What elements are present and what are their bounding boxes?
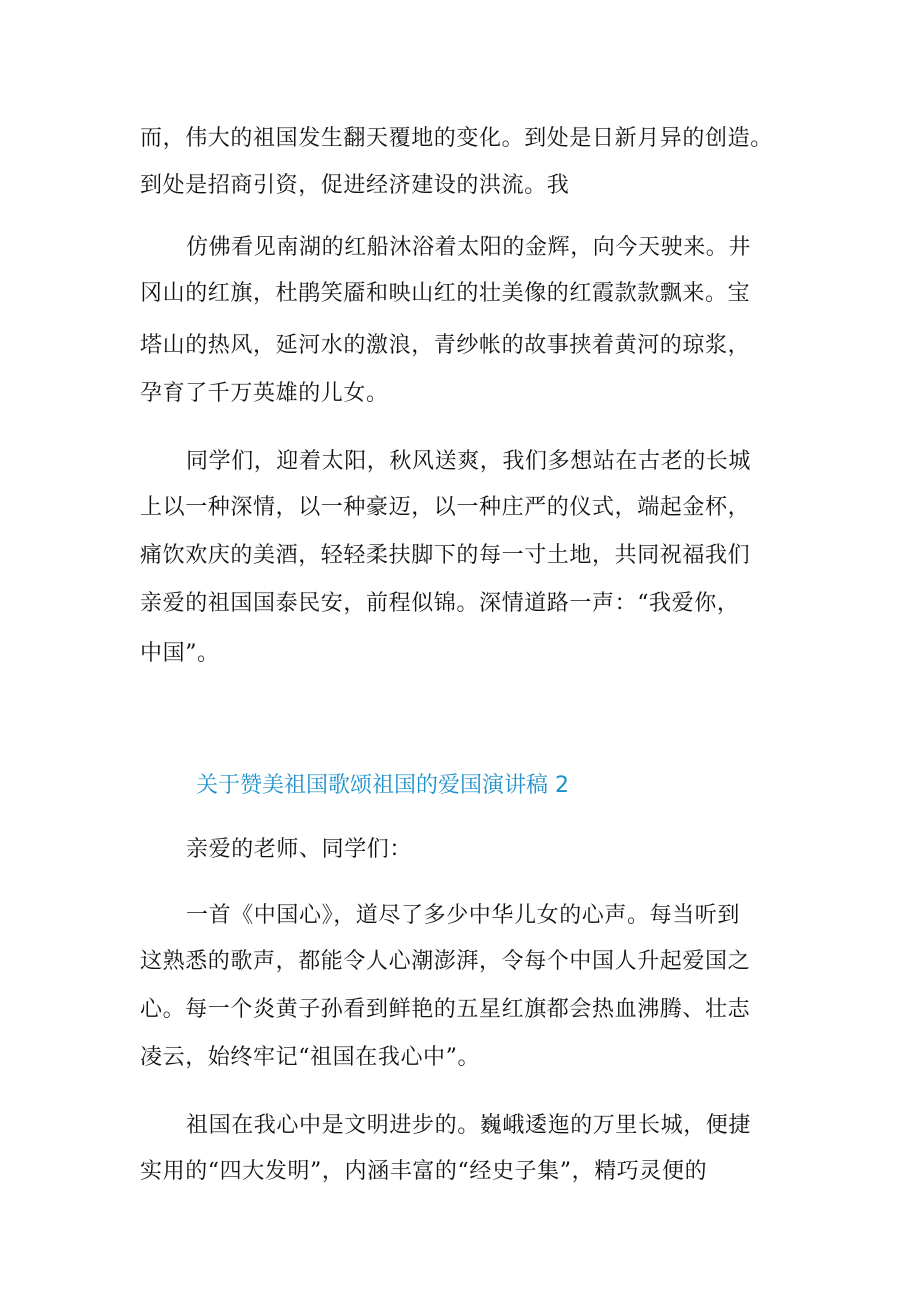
paragraph-line: 到处是招商引资，促进经济建设的洪流。我 (140, 173, 570, 198)
paragraph-line: 凌云，始终牢记“祖国在我心中”。 (140, 1045, 481, 1070)
paragraph-line: 心。每一个炎黄子孙看到鲜艳的五星红旗都会热血沸腾、壮志 (140, 997, 751, 1022)
paragraph-line: 祖国在我心中是文明进步的。巍峨逶迤的万里长城，便捷 (186, 1113, 752, 1138)
paragraph-line: 中国”。 (140, 641, 220, 666)
paragraph-line: 亲爱的祖国国泰民安，前程似锦。深情道路一声：“我爱你， (140, 591, 740, 616)
paragraph-line: 仿佛看见南湖的红船沐浴着太阳的金辉，向今天驶来。井 (186, 235, 752, 260)
paragraph-line: 同学们，迎着太阳，秋风送爽，我们多想站在古老的长城 (186, 449, 752, 474)
greeting-line: 亲爱的老师、同学们： (186, 837, 413, 862)
paragraph-line: 一首《中国心》，道尽了多少中华儿女的心声。每当听到 (186, 903, 741, 928)
paragraph-line: 这熟悉的歌声，都能令人心潮澎湃，令每个中国人升起爱国之 (140, 949, 751, 974)
paragraph-line: 冈山的红旗，杜鹃笑靥和映山红的壮美像的红霞款款飘来。宝 (140, 281, 751, 306)
paragraph-line: 孕育了千万英雄的儿女。 (140, 381, 389, 406)
section-heading: 关于赞美祖国歌颂祖国的爱国演讲稿 2 (196, 773, 569, 798)
paragraph-line: 塔山的热风，延河水的激浪，青纱帐的故事挟着黄河的琼浆， (140, 333, 751, 358)
paragraph-line: 实用的“四大发明”，内涵丰富的“经史子集”，精巧灵便的 (140, 1159, 708, 1184)
paragraph-line: 而，伟大的祖国发生翻天覆地的变化。到处是日新月异的创造。 (140, 126, 773, 151)
paragraph-line: 上以一种深情，以一种豪迈，以一种庄严的仪式，端起金杯， (140, 495, 751, 520)
paragraph-line: 痛饮欢庆的美酒，轻轻柔扶脚下的每一寸土地，共同祝福我们 (140, 543, 751, 568)
